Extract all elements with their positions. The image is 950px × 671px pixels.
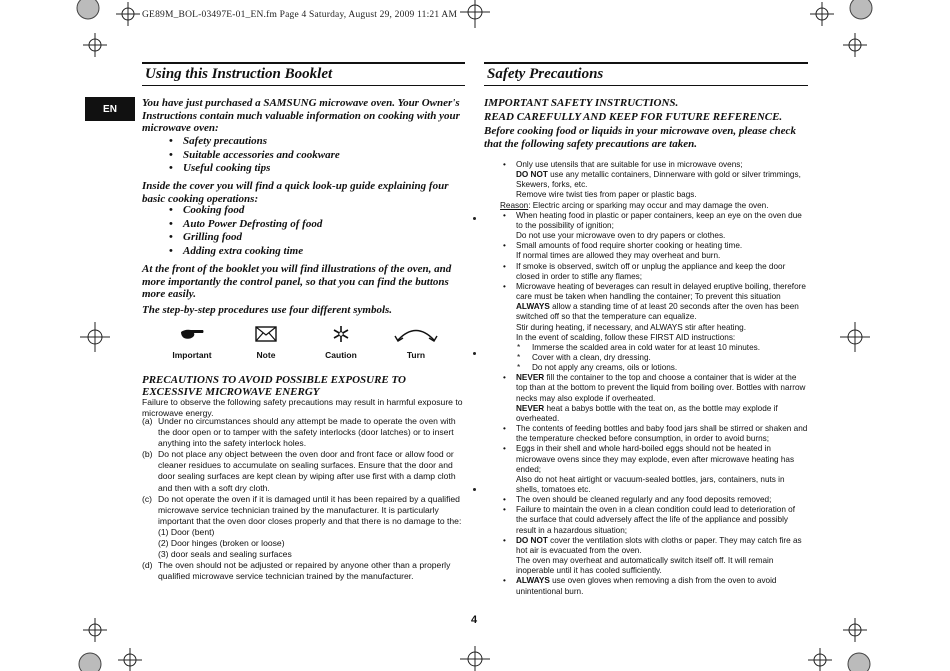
reason-label: Reason — [500, 200, 529, 210]
item-text: allow a standing time of at least 20 seconds after the oven has been switched off so that the temperature can equalize. — [516, 302, 799, 322]
symbol-label: Important — [172, 350, 212, 360]
item-text: cover the ventilation slots with cloths or paper. They may catch fire as hot air is evacuated from the oven. — [516, 535, 802, 555]
inside-cover-text: Inside the cover you will find a quick look-up guide explaining four basic cooking operations: — [142, 180, 449, 205]
precautions-heading-line-2: EXCESSIVE MICROWAVE ENERGY — [142, 386, 320, 398]
safety-heading-3: Before cooking food or liquids in your microwave oven, please check that the following safety precautions are taken. — [484, 125, 796, 150]
item-text: Failure to maintain the oven in a clean condition could lead to deterioration of the surface that could adversely affect the life of the appliance and possibly result in a hazardous situation; — [516, 505, 796, 535]
left-title-bottom-rule — [142, 85, 465, 86]
item-text: heat a babys bottle with the teat on, as the bottle may explode if overheated. — [516, 403, 778, 423]
envelope-note-icon — [234, 323, 298, 345]
right-title-bottom-rule — [484, 85, 808, 86]
turn-arrows-icon — [384, 323, 448, 345]
emphasis-text: NEVER — [516, 373, 545, 383]
item-text: Also do not heat airtight or vacuum-sealed bottles, jars, containers, nuts in shells, tomatoes etc. — [516, 474, 785, 494]
symbol-label: Note — [256, 350, 276, 360]
intro-text: You have just purchased a SAMSUNG microwave oven. Your Owner's Instructions contain much valuable information on cooking with your microwave oven: — [142, 97, 460, 134]
list-item — [500, 160, 808, 170]
asterisk-marker: * — [517, 352, 521, 362]
item-text: The contents of feeding bottles and baby food jars shall be stirred or shaken and the temperature checked before consumption, in order to avoid burns; — [516, 424, 808, 444]
symbol-note — [234, 323, 298, 360]
list-item: • Suitable accessories and cookware — [169, 149, 340, 163]
language-tab: EN — [85, 97, 135, 121]
page-number: 4 — [471, 614, 478, 626]
list-item — [500, 211, 808, 231]
item-text: fill the container to the top and choose a container that is wider at the top than at the bottom to prevent the liquid from boiling over. Bottles with narrow necks may also explode if overheated. — [516, 373, 806, 403]
item-text: Eggs in their shell and whole hard-boiled eggs should not be heated in microwave ovens since they may explode, even after microwave heating has ended; — [516, 444, 795, 474]
list-item: (d) The oven should not be adjusted or repaired by anyone other than a properly qualified microwave service technician trained by the manufacturer. — [142, 560, 451, 582]
item-text: Immerse the scalded area in cold water for at least 10 minutes. — [532, 342, 760, 352]
precautions-heading-line-1: PRECAUTIONS TO AVOID POSSIBLE EXPOSURE TO — [142, 374, 406, 386]
emphasis-text: DO NOT — [516, 170, 548, 180]
front-booklet-text: At the front of the booklet you will find illustrations of the oven, and more importantly the control panel, so that you can find the buttons more easily. — [142, 263, 452, 300]
item-text: Do not apply any creams, oils or lotions. — [532, 363, 678, 373]
item-text: Remove wire twist ties from paper or plastic bags. — [516, 190, 697, 200]
cooking-bullet-list — [169, 204, 322, 258]
list-item — [500, 353, 808, 363]
list-item — [500, 201, 808, 211]
pointing-hand-icon — [160, 323, 224, 345]
list-item — [500, 282, 808, 302]
item-text: use any metallic containers, Dinnerware with gold or silver trimmings, Skewers, forks, etc. — [516, 170, 801, 190]
list-item — [500, 576, 808, 596]
symbol-caution — [309, 323, 373, 360]
item-text: : Electric arcing or sparking may occur and may damage the oven. — [528, 200, 769, 210]
print-header: GE89M_BOL-03497E-01_EN.fm Page 4 Saturday, August 29, 2009 11:21 AM — [142, 10, 458, 20]
list-item — [500, 404, 808, 424]
list-item — [500, 262, 808, 282]
caution-snowflake-icon — [309, 323, 373, 345]
list-item — [500, 505, 808, 535]
margin-dot — [473, 488, 476, 491]
item-text: Microwave heating of beverages can result in delayed eruptive boiling, therefore care must be taken when handling the container; To prevent this situation — [516, 281, 806, 302]
list-item: (2) Door hinges (broken or loose) — [158, 538, 285, 549]
emphasis-text: ALWAYS — [516, 302, 550, 312]
item-text: Small amounts of food require shorter cooking or heating time. — [516, 241, 743, 251]
emphasis-text: ALWAYS — [516, 576, 550, 586]
symbol-turn — [384, 323, 448, 360]
item-text: Do not use your microwave oven to dry papers or clothes. — [516, 231, 726, 241]
list-item — [500, 556, 808, 576]
symbols-intro-text: The step-by-step procedures use four different symbols. — [142, 304, 393, 316]
safety-heading-1: IMPORTANT SAFETY INSTRUCTIONS. — [484, 97, 679, 109]
right-title-top-rule — [484, 62, 808, 64]
list-item — [500, 231, 808, 241]
list-item: (3) door seals and sealing surfaces — [158, 549, 292, 560]
intro-bullet-list — [169, 135, 340, 176]
symbol-important — [160, 323, 224, 360]
list-item — [500, 343, 808, 353]
item-text: Stir during heating, if necessary, and ALWAYS stir after heating. — [516, 322, 746, 332]
list-item — [500, 170, 808, 190]
list-item: (a) Under no circumstances should any attempt be made to operate the oven with the door open or to tamper with the safety interlocks (door latches) or to insert anything into the safety interlock holes. — [142, 416, 456, 449]
list-item — [500, 536, 808, 556]
list-item: • Adding extra cooking time — [169, 245, 322, 259]
list-item — [500, 444, 808, 474]
safety-heading-2: READ CAREFULLY AND KEEP FOR FUTURE REFERENCE. — [484, 111, 783, 123]
symbol-label: Caution — [325, 350, 357, 360]
left-page-title: Using this Instruction Booklet — [145, 66, 333, 82]
list-item — [500, 190, 808, 200]
list-item — [500, 241, 808, 251]
list-item — [500, 333, 808, 343]
list-item — [500, 323, 808, 333]
left-title-top-rule — [142, 62, 465, 64]
list-item: • Cooking food — [169, 204, 322, 218]
emphasis-text: NEVER — [516, 403, 545, 413]
list-item: (c) Do not operate the oven if it is damaged until it has been repaired by a qualified microwave service technician trained by the manufacturer. It is particularly important that the oven door closes properly and that there is no damage to the: — [142, 493, 462, 526]
margin-dot — [473, 217, 476, 220]
item-text: The oven may overheat and automatically switch itself off. It will remain inoperable until it has cooled sufficiently. — [516, 556, 774, 576]
symbol-legend — [160, 323, 460, 367]
safety-list — [500, 160, 808, 597]
item-text: use oven gloves when removing a dish from the oven to avoid unintentional burn. — [516, 576, 777, 596]
list-item: (b) Do not place any object between the oven door and front face or allow food or cleaner residues to accumulate on sealing surfaces. Ensure that the door and door sealing surfaces are kept clean by wiping after use first with a damp cloth and then with a soft dry cloth. — [142, 449, 456, 493]
list-item — [500, 475, 808, 495]
precautions-list — [142, 416, 465, 582]
list-item: • Safety precautions — [169, 135, 340, 149]
precautions-intro: Failure to observe the following safety precautions may result in harmful exposure to microwave energy. — [142, 397, 463, 418]
symbol-label: Turn — [406, 350, 426, 360]
item-text: If smoke is observed, switch off or unplug the appliance and keep the door closed in order to stifle any flames; — [516, 261, 786, 281]
item-text: When heating food in plastic or paper containers, keep an eye on the oven due to the possibility of ignition; — [516, 210, 802, 230]
list-item — [500, 363, 808, 373]
list-item — [500, 424, 808, 444]
asterisk-marker: * — [517, 363, 521, 373]
item-text: In the event of scalding, follow these FIRST AID instructions: — [516, 332, 736, 342]
list-item: • Auto Power Defrosting of food — [169, 218, 322, 232]
list-item: (1) Door (bent) — [158, 526, 215, 537]
item-text: If normal times are allowed they may overheat and burn. — [516, 251, 721, 261]
list-item — [500, 251, 808, 261]
list-item — [500, 302, 808, 322]
item-text: Only use utensils that are suitable for use in microwave ovens; — [516, 160, 743, 169]
right-page-title: Safety Precautions — [487, 66, 604, 82]
margin-dot — [473, 352, 476, 355]
item-text: Cover with a clean, dry dressing. — [532, 352, 651, 362]
list-item: • Grilling food — [169, 231, 322, 245]
item-text: The oven should be cleaned regularly and any food deposits removed; — [516, 495, 772, 505]
list-item: • Useful cooking tips — [169, 162, 340, 176]
emphasis-text: DO NOT — [516, 535, 548, 545]
asterisk-marker: * — [517, 342, 521, 352]
list-item — [500, 373, 808, 403]
list-item — [500, 495, 808, 505]
